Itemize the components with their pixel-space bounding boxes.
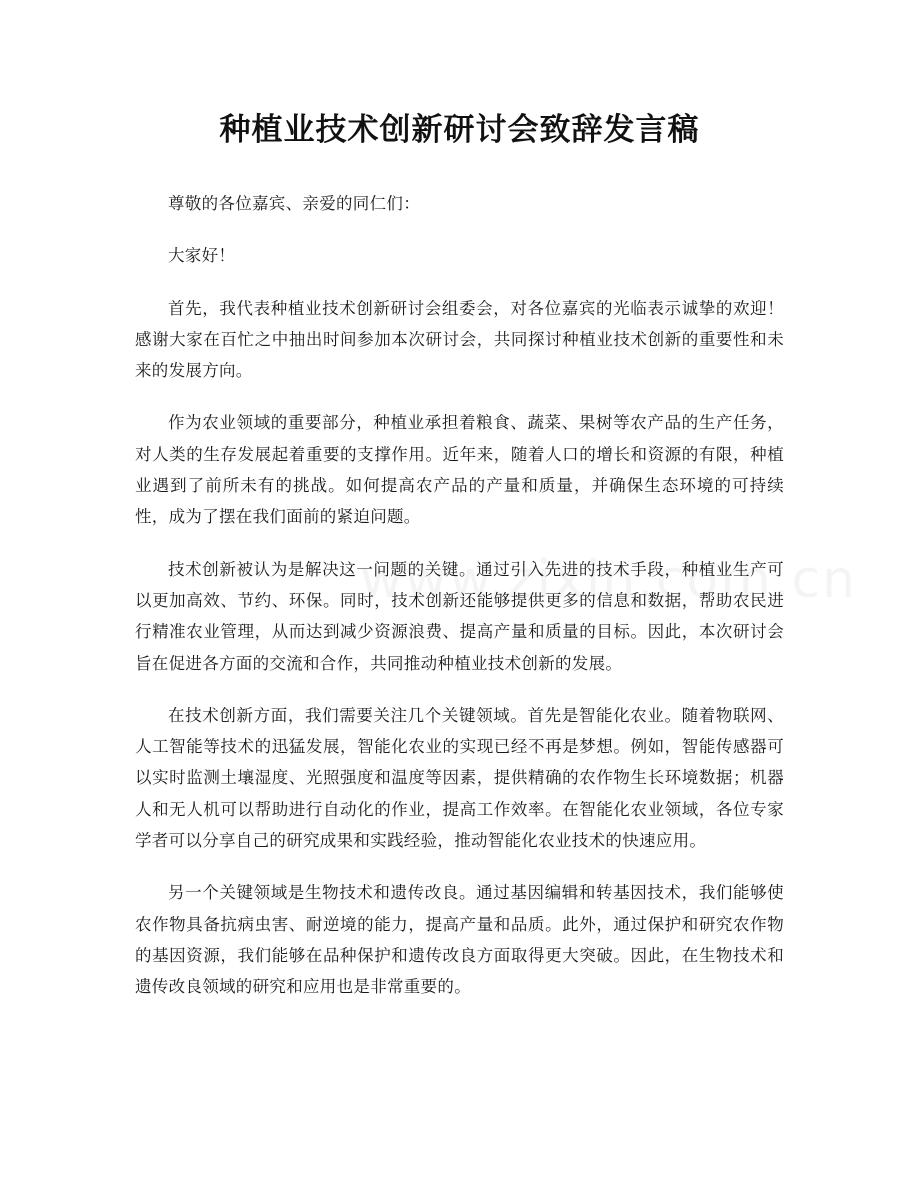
body-paragraph: 技术创新被认为是解决这一问题的关键。通过引入先进的技术手段，种植业生产可以更加高效、节约、环保。同时，技术创新还能够提供更多的信息和数据，帮助农民进行精准农业管理，从而达到减少资源浪费、提高产量和质量的目标。因此，本次研讨会旨在促进各方面的交流和合作，共同推动种植业技术创新的发展。 — [135, 559, 784, 673]
body-paragraph: 在技术创新方面，我们需要关注几个关键领域。首先是智能化农业。随着物联网、人工智能等技术的迅猛发展，智能化农业的实现已经不再是梦想。例如，智能传感器可以实时监测土壤湿度、光照强度和温度等因素，提供精确的农作物生长环境数据；机器人和无人机可以帮助进行自动化的作业，提高工作效率。在智能化农业领域，各位专家学者可以分享自己的研究成果和实践经验，推动智能化农业技术的快速应用。 — [135, 705, 784, 851]
body-paragraph: 另一个关键领域是生物技术和遗传改良。通过基因编辑和转基因技术，我们能够使农作物具备抗病虫害、耐逆境的能力，提高产量和品质。此外，通过保护和研究农作物的基因资源，我们能够在品种保护和遗传改良方面取得更大突破。因此，在生物技术和遗传改良领域的研究和应用也是非常重要的。 — [135, 883, 784, 997]
body-paragraph: 首先，我代表种植业技术创新研讨会组委会，对各位嘉宾的光临表示诚挚的欢迎！感谢大家在百忙之中抽出时间参加本次研讨会，共同探讨种植业技术创新的重要性和未来的发展方向。 — [135, 298, 784, 381]
document-body — [135, 188, 784, 1003]
body-paragraph: 作为农业领域的重要部分，种植业承担着粮食、蔬菜、果树等农产品的生产任务，对人类的生存发展起着重要的支撑作用。近年来，随着人口的增长和资源的有限，种植业遇到了前所未有的挑战。如何提高农产品的产量和质量，并确保生态环境的可持续性，成为了摆在我们面前的紧迫问题。 — [135, 413, 784, 527]
greeting-paragraph: 尊敬的各位嘉宾、亲爱的同仁们： — [168, 194, 420, 213]
document-title: 种植业技术创新研讨会致辞发言稿 — [219, 112, 700, 148]
hello-paragraph: 大家好！ — [168, 246, 236, 266]
